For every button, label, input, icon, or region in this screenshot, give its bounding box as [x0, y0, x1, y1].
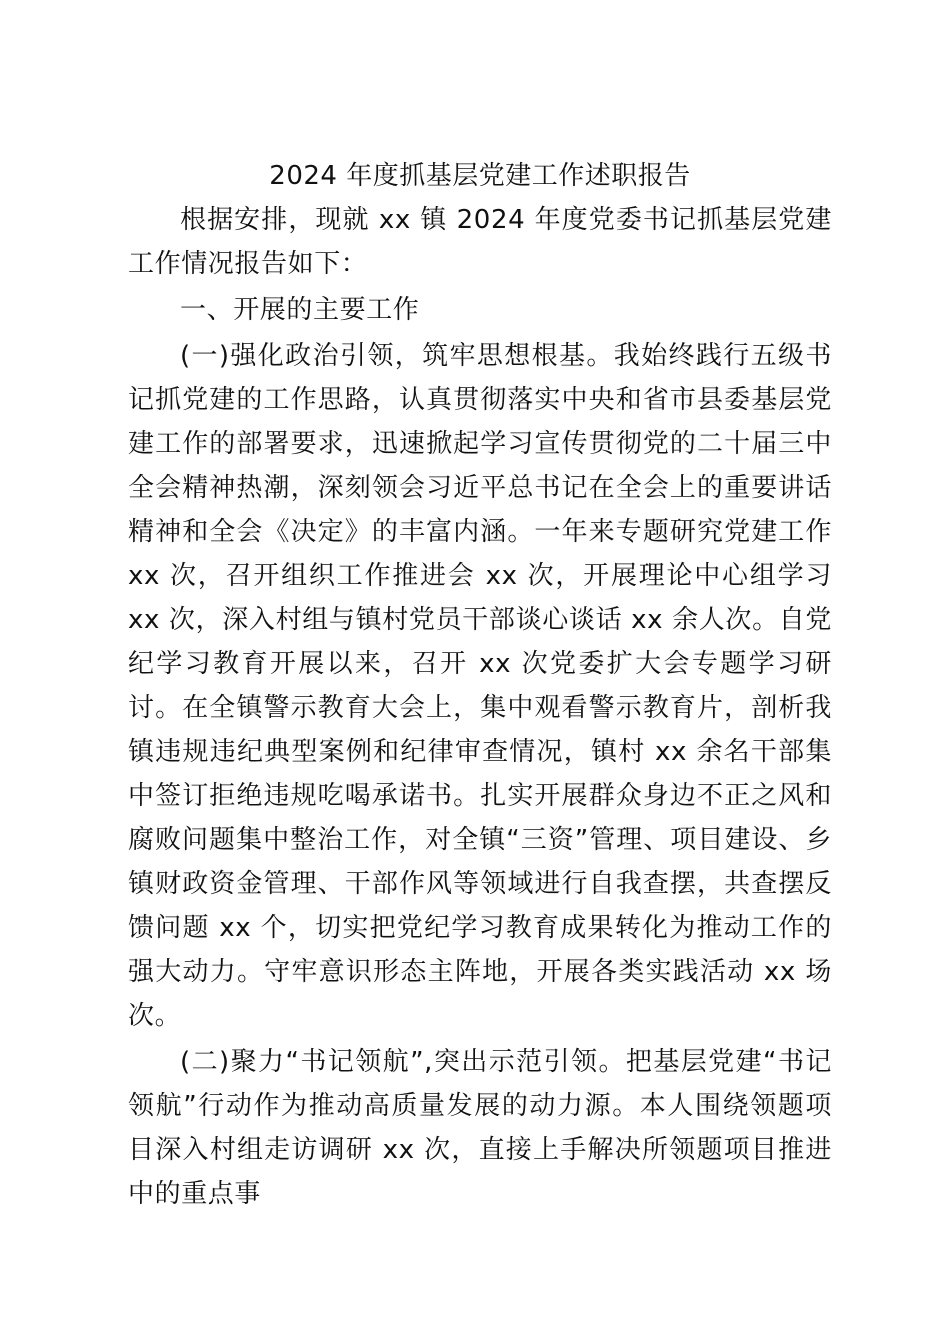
body-paragraph-2: (二)聚力“书记领航”,突出示范引领。把基层党建“书记领航”行动作为推动高质量发展的动力源。本人围绕领题项目深入村组走访调研 xx 次，直接上手解决所领题项目推进中的重点事	[128, 1047, 832, 1209]
section-heading: 一、开展的主要工作	[180, 295, 420, 325]
intro-paragraph: 根据安排，现就 xx 镇 2024 年度党委书记抓基层党建工作情况报告如下：	[128, 205, 832, 279]
document-body	[128, 154, 832, 1216]
document-title: 2024 年度抓基层党建工作述职报告	[269, 161, 691, 191]
body-paragraph-1: (一)强化政治引领，筑牢思想根基。我始终践行五级书记抓党建的工作思路，认真贯彻落实中央和省市县委基层党建工作的部署要求，迅速掀起学习宣传贯彻党的二十届三中全会精神热潮，深刻领会习近平总书记在全会上的重要讲话精神和全会《决定》的丰富内涵。一年来专题研究党建工作 xx 次，召开组织工作推进会 xx 次，开展理论中心组学习 xx 次，深入村组与镇村党员干部谈心谈话 xx 余人次。自党纪学习教育开展以来，召开 xx 次党委扩大会专题学习研讨。在全镇警示教育大会上，集中观看警示教育片，剖析我镇违规违纪典型案例和纪律审查情况，镇村 xx 余名干部集中签订拒绝违规吃喝承诺书。扎实开展群众身边不正之风和腐败问题集中整治工作，对全镇“三资”管理、项目建设、乡镇财政资金管理、干部作风等领域进行自我查摆，共查摆反馈问题 xx 个，切实把党纪学习教育成果转化为推动工作的强大动力。守牢意识形态主阵地，开展各类实践活动 xx 场次。	[128, 341, 832, 1031]
